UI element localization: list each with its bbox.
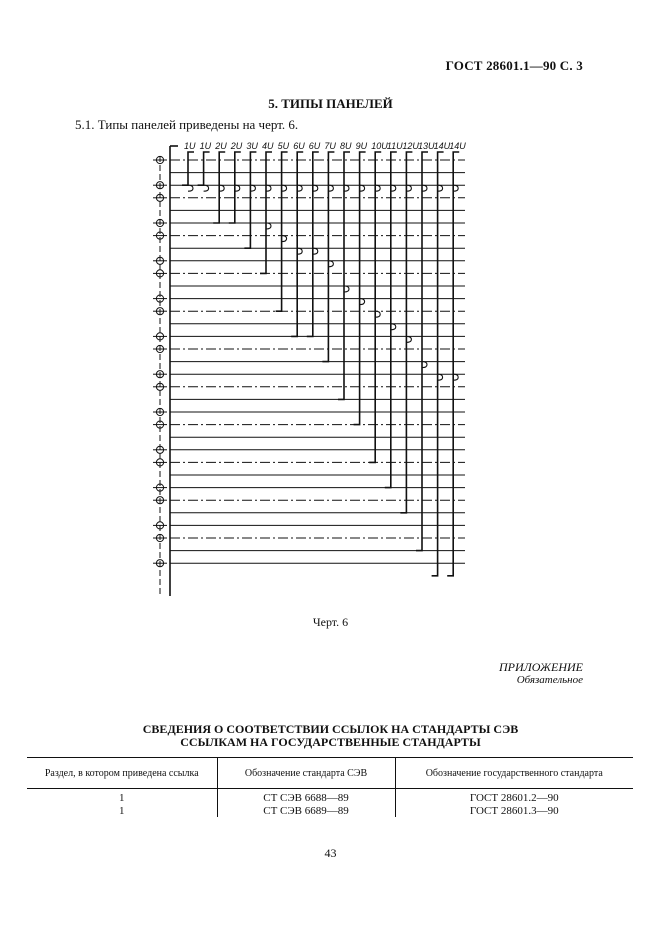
column-label: 1U [184, 141, 196, 151]
column-label: 10U [371, 141, 388, 151]
document-header: ГОСТ 28601.1—90 С. 3 [445, 58, 583, 73]
column-label: 1U [199, 141, 212, 151]
column-label: 8U [340, 141, 352, 151]
column-label: 2U [230, 141, 243, 151]
table-row [27, 789, 633, 805]
panel-outline [213, 152, 225, 223]
panel-outline [416, 152, 428, 551]
column-label: 13U [418, 141, 435, 151]
intro-paragraph: 5.1. Типы панелей приведены на черт. 6. [75, 117, 299, 132]
column-label: 14U [433, 141, 451, 151]
cell-section: 1 [119, 805, 125, 817]
page-number: 43 [324, 846, 337, 860]
reference-table [27, 757, 633, 817]
cell-state-standard: ГОСТ 28601.3—90 [395, 804, 633, 817]
table-row [27, 804, 633, 817]
table-title-line1: СВЕДЕНИЯ О СООТВЕТСТВИИ ССЫЛОК НА СТАНДАРТЫ СЭВ [142, 722, 519, 736]
panel-outline [432, 152, 444, 576]
section-title: 5. ТИПЫ ПАНЕЛЕЙ [268, 96, 393, 111]
figure-caption: Черт. 6 [312, 615, 349, 629]
cell-cmea-standard: СТ СЭВ 6688—89 [217, 789, 395, 805]
panel-outline [338, 152, 350, 399]
table-title [0, 723, 661, 749]
column-label: 14U [449, 141, 466, 151]
panel-hook [204, 185, 209, 191]
panel-outline [447, 152, 459, 576]
column-label: 6U [293, 141, 305, 151]
appendix-title: ПРИЛОЖЕНИЕ [499, 660, 583, 674]
header-cmea-standard: Обозначение стандарта СЭВ [217, 758, 395, 789]
panel-outline [182, 152, 194, 185]
column-label: 2U [215, 141, 227, 151]
column-label: 4U [262, 141, 274, 151]
cell-section: 1 [119, 792, 125, 804]
column-label: 6U [308, 141, 321, 151]
column-label: 11U [386, 141, 403, 151]
panel-outline [369, 152, 381, 462]
column-label: 5U [277, 141, 290, 151]
panel-outline [307, 152, 319, 336]
panel-outline [229, 152, 241, 223]
cell-cmea-standard: СТ СЭВ 6689—89 [217, 804, 395, 817]
table-header-row [27, 758, 633, 789]
panel-hook [188, 185, 193, 191]
panel-outline [400, 152, 412, 513]
header-section: Раздел, в котором приведена ссылка [27, 758, 217, 789]
table-title-line2: ССЫЛКАМ НА ГОСУДАРСТВЕННЫЕ СТАНДАРТЫ [180, 735, 481, 749]
panel-outline [198, 152, 210, 185]
panel-outline [354, 152, 366, 425]
column-label: 3U [246, 141, 258, 151]
panel-outline [276, 152, 288, 311]
panel-outline [260, 152, 272, 273]
panel-outline [322, 152, 334, 362]
header-state-standard: Обозначение государственного стандарта [395, 758, 633, 789]
column-label: 12U [402, 141, 419, 151]
appendix-label [499, 661, 583, 687]
appendix-subtitle: Обязательное [516, 674, 583, 686]
panel-outline [291, 152, 303, 336]
panel-types-drawing [140, 138, 500, 603]
panel-outline [244, 152, 256, 248]
column-label: 9U [355, 141, 368, 151]
cell-state-standard: ГОСТ 28601.2—90 [395, 789, 633, 805]
column-label: 7U [324, 141, 336, 151]
